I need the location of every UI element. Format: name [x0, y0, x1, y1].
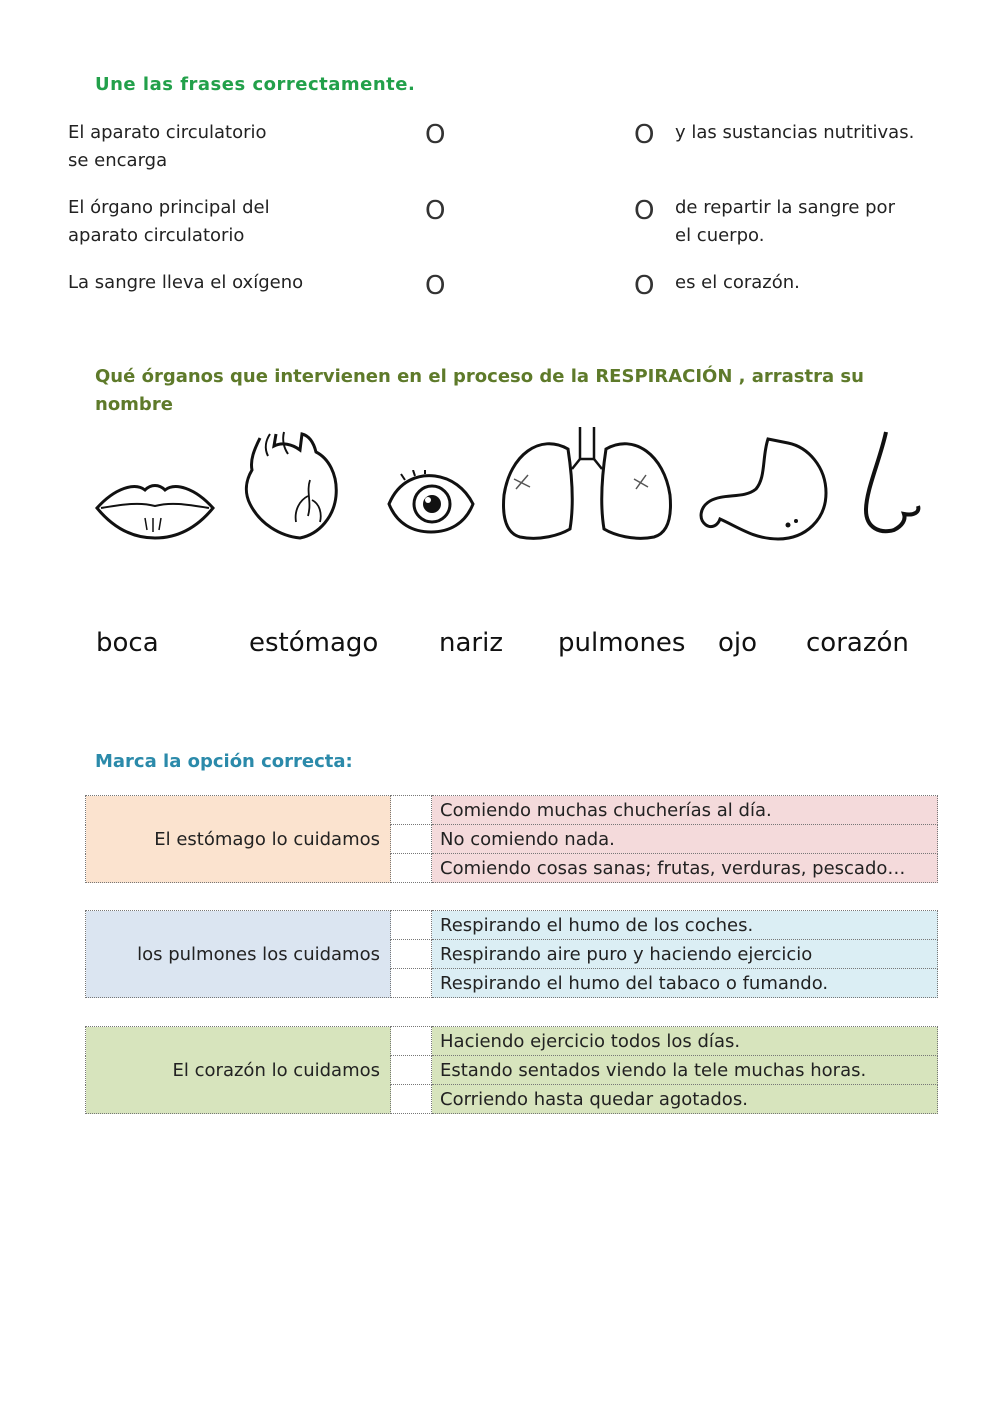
eye-icon[interactable]	[385, 470, 477, 536]
right-phrase-2[interactable]	[675, 194, 895, 250]
option-label: Respirando el humo del tabaco o fumando.	[432, 969, 938, 998]
right-phrase-2-line1: de repartir la sangre por	[675, 197, 895, 218]
heart-table	[85, 1026, 938, 1114]
left-phrase-1[interactable]	[68, 119, 267, 175]
table-row	[86, 796, 938, 825]
word-boca[interactable]: boca	[96, 628, 159, 658]
option-checkbox[interactable]	[391, 854, 432, 883]
match-heading: Une las frases correctamente.	[95, 74, 416, 95]
choice-heading: Marca la opción correcta:	[95, 751, 353, 772]
word-pulmones[interactable]: pulmones	[558, 628, 686, 658]
lungs-table	[85, 910, 938, 998]
nose-icon[interactable]	[862, 430, 922, 536]
option-checkbox[interactable]	[391, 1027, 432, 1056]
lungs-subject: los pulmones los cuidamos	[86, 911, 391, 998]
word-ojo[interactable]: ojo	[718, 628, 758, 658]
option-label: No comiendo nada.	[432, 825, 938, 854]
word-corazon[interactable]: corazón	[806, 628, 909, 658]
table-row	[86, 911, 938, 940]
option-checkbox[interactable]	[391, 825, 432, 854]
option-label: Comiendo cosas sanas; frutas, verduras, pescado…	[432, 854, 938, 883]
option-checkbox[interactable]	[391, 1056, 432, 1085]
right-phrase-2-line2: el cuerpo.	[675, 225, 765, 246]
left-phrase-2-line2: aparato circulatorio	[68, 225, 245, 246]
respiration-heading: Qué órganos que intervienen en el proceso de la RESPIRACIÓN , arrastra su nombre	[95, 366, 864, 415]
left-phrase-3-line1: La sangre lleva el oxígeno	[68, 272, 304, 293]
right-connector-2[interactable]: O	[634, 196, 655, 226]
heart-icon[interactable]	[240, 430, 340, 540]
right-connector-1[interactable]: O	[634, 120, 655, 150]
option-checkbox[interactable]	[391, 911, 432, 940]
option-label: Respirando aire puro y haciendo ejercicio	[432, 940, 938, 969]
right-phrase-3[interactable]	[675, 269, 800, 297]
stomach-table	[85, 795, 938, 883]
left-phrase-1-line1: El aparato circulatorio	[68, 122, 267, 143]
right-phrase-1[interactable]	[675, 119, 914, 147]
option-label: Respirando el humo de los coches.	[432, 911, 938, 940]
lungs-icon[interactable]	[500, 425, 674, 541]
option-checkbox[interactable]	[391, 940, 432, 969]
right-phrase-1-line1: y las sustancias nutritivas.	[675, 122, 915, 143]
left-phrase-3[interactable]	[68, 269, 303, 297]
left-phrase-1-line2: se encarga	[68, 150, 168, 171]
right-phrase-3-line1: es el corazón.	[675, 272, 800, 293]
option-checkbox[interactable]	[391, 1085, 432, 1114]
left-connector-3[interactable]: O	[425, 271, 446, 301]
left-connector-2[interactable]: O	[425, 196, 446, 226]
option-checkbox[interactable]	[391, 796, 432, 825]
option-checkbox[interactable]	[391, 969, 432, 998]
stomach-icon[interactable]	[698, 437, 830, 543]
right-connector-3[interactable]: O	[634, 271, 655, 301]
table-row	[86, 1027, 938, 1056]
lips-icon[interactable]	[95, 478, 215, 540]
word-nariz[interactable]: nariz	[439, 628, 503, 658]
left-phrase-2-line1: El órgano principal del	[68, 197, 270, 218]
option-label: Corriendo hasta quedar agotados.	[432, 1085, 938, 1114]
option-label: Comiendo muchas chucherías al día.	[432, 796, 938, 825]
heart-subject: El corazón lo cuidamos	[86, 1027, 391, 1114]
stomach-subject: El estómago lo cuidamos	[86, 796, 391, 883]
left-phrase-2[interactable]	[68, 194, 270, 250]
word-estomago[interactable]: estómago	[249, 628, 379, 658]
option-label: Haciendo ejercicio todos los días.	[432, 1027, 938, 1056]
left-connector-1[interactable]: O	[425, 120, 446, 150]
option-label: Estando sentados viendo la tele muchas horas.	[432, 1056, 938, 1085]
